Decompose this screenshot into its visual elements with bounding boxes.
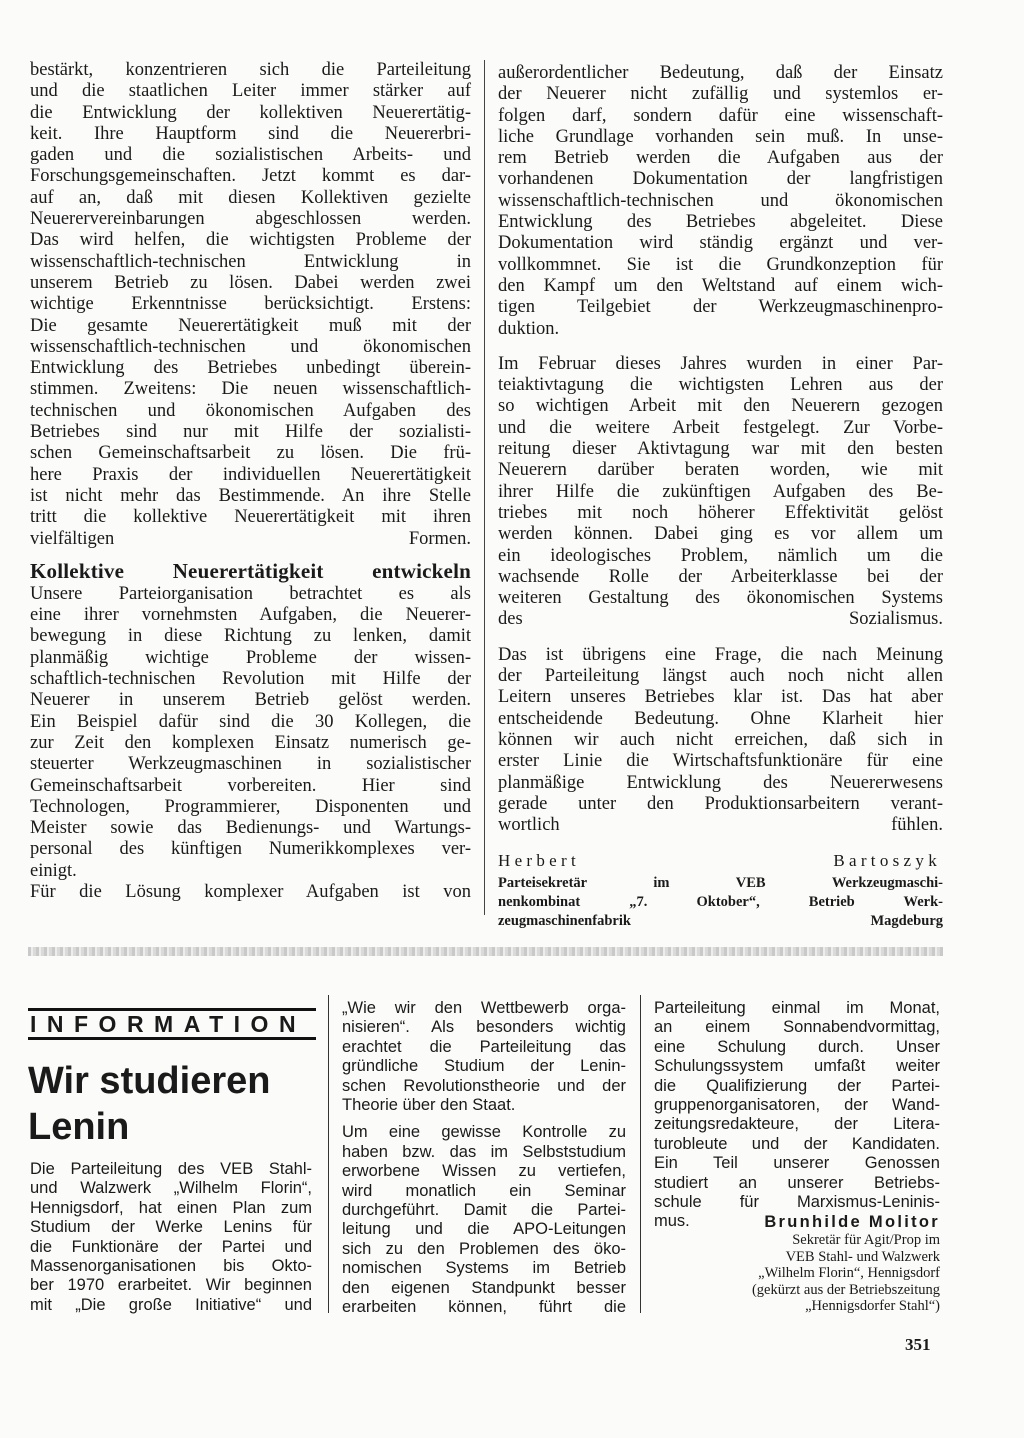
text-line: werden können. Dabei ging es vor allem um [498,524,943,545]
text-line: bewegung in diese Richtung zu lenken, damit [30,626,471,647]
text-line: nenkombinat „7. Oktober“, Betrieb Werk- [498,893,943,910]
text-line: gruppenorganisatoren, der Wand- [654,1096,940,1115]
text-line: vielfältigen Formen. [30,528,471,549]
text-line: die Entwicklung der kollektiven Neuerertätig- [30,102,471,123]
text-line: steuerter Werkzeugmaschinen in sozialistischer [30,754,471,775]
text-line: Theorie über den Staat. [342,1096,516,1115]
text-line: schen Gemeinschaftsarbeit zu lösen. Die frü- [30,443,471,464]
text-line: Gemeinschaftsarbeit vorbereiten. Hier sind [30,775,471,796]
text-line: Parteileitung einmal im Monat, [654,999,940,1017]
text-line: Meister sowie das Bedienungs- und Wartungs- [30,818,471,839]
text-line: weiteren Gestaltung des ökonomischen Systems [498,588,943,609]
text-line: wissenschaftlich-technischen und ökonomischen [498,190,943,211]
text-line: Parteisekretär im VEB Werkzeugmaschi- [498,874,943,891]
text-line: Wir studieren [28,1060,271,1102]
article1-right-column [498,63,943,931]
text-line: reitung dieser Aktivtagung war mit den besten [498,439,943,460]
article2-column-2 [342,999,626,1318]
text-line: zeugmaschinenfabrik Magdeburg [498,912,943,929]
text-line: zeitungsredakteure, der Litera- [654,1115,940,1134]
text-line: erworbene Wissen zu vertiefen, [342,1162,626,1181]
text-line: „Hennigsdorfer Stahl“) [805,1298,940,1315]
text-line: an einem Sonnabendvormittag, [654,1018,940,1037]
text-line: wird monatlich ein Seminar [342,1181,626,1200]
text-line: und die staatlichen Leiter immer stärker auf [30,81,471,102]
text-line: nomischen Systems im Betrieb [342,1259,626,1278]
text-line: nisieren“. Als besonders wichtig [342,1018,626,1037]
text-line: folgen darf, sondern dafür eine wissenschaft- [498,105,943,126]
article2-column-3 [654,999,940,1315]
text-line: Dokumentation wird ständig ergänzt und ver- [498,233,943,254]
text-line: den eigenen Standpunkt besser [342,1278,626,1297]
text-line: erachtet die Parteileitung das [342,1037,626,1056]
text-line: stimmen. Zweitens: Die neuen wissenschaftlich- [30,379,471,400]
text-line: Im Februar dieses Jahres wurden in einer Par- [498,353,943,374]
article1-paragraph-6 [498,645,943,837]
text-line: ber 1970 erarbeitet. Wir beginnen [30,1276,312,1295]
text-line: Massenorganisationen bis Okto- [30,1257,312,1276]
information-label: INFORMATION [28,1008,316,1040]
article2-paragraph-4 [654,999,940,1232]
text-line: Studium der Werke Lenins für [30,1218,312,1237]
text-line: personal des künftigen Numerikkomplexes ver- [30,839,471,860]
text-line: auf an, daß mit diesen Kollektiven gezielte [30,187,471,208]
text-line: haben bzw. das im Selbststudium [342,1142,626,1161]
column-divider [640,995,641,1313]
text-line: den Kampf um den Weltstand auf einem wich- [498,275,943,296]
text-line: liche Grundlage vorhanden sein muß. In unse- [498,126,943,147]
text-line: tritt die kollektive Neuerertätigkeit mit ihren [30,507,471,528]
text-line: studiert an unserer Betriebs- [654,1173,940,1192]
text-line: erster Linie die Wirtschaftsfunktionäre für eine [498,751,943,772]
text-line: tigen Teilgebiet der Werkzeugmaschinenpro- [498,297,943,318]
text-line: gerade unter den Produktionsarbeitern verant- [498,793,943,814]
text-line: planmäßige Entwicklung des Neuererwesens [498,772,943,793]
article2-column-1 [30,1160,312,1315]
text-line: durchgeführt. Damit die Partei- [342,1201,626,1220]
text-line: „Wilhelm Florin“, Hennigsdorf [758,1265,940,1282]
article1-paragraph-4 [498,63,943,340]
text-line: unserem Betrieb zu lösen. Dabei werden zwei [30,272,471,293]
section-separator [28,947,943,956]
author-role [498,874,943,931]
text-line: so wichtigen Arbeit mit den Neuerern gezogen [498,396,943,417]
text-line: sich zu den Problemen des öko- [342,1239,626,1258]
text-line: können wir auch nicht erreichen, daß sich in [498,729,943,750]
text-line: eine ihrer vornehmsten Aufgaben, die Neuerer- [30,605,471,626]
text-line: und Walzwerk „Wilhelm Florin“, [30,1179,312,1198]
text-line: Das wird helfen, die wichtigsten Probleme der [30,230,471,251]
text-line: planmäßig wichtige Probleme der wissen- [30,647,471,668]
text-line: duktion. [498,318,560,339]
text-line: des Sozialismus. [498,609,943,630]
text-line: Forschungsgemeinschaften. Jetzt kommt es dar- [30,166,471,187]
article1-paragraph-2 [30,584,471,882]
text-line: vollkommnet. Sie ist die Grundkonzeption für [498,254,943,275]
text-line: zur Zeit den komplexen Einsatz numerisch ge- [30,732,471,753]
text-line: Leitern unseres Betriebes klar ist. Das hat aber [498,687,943,708]
article1-left-column [30,60,471,903]
text-line: der Parteileitung längst auch noch nicht allen [498,666,943,687]
text-line: mus. [654,1212,690,1231]
text-line: die Qualifizierung der Partei- [654,1076,940,1095]
text-line: vorhandenen Dokumentation der langfristigen [498,169,943,190]
text-line: der Neuerer nicht zufällig und systemlos er- [498,84,943,105]
text-line: wortlich fühlen. [498,815,943,836]
text-line: leitung und die APO-Leitungen [342,1220,626,1239]
text-line: eine Schulung durch. Unser [654,1037,940,1056]
text-line: Neuerer in unserem Betrieb gelöst werden. [30,690,471,711]
text-line: entscheidende Bedeutung. Ohne Klarheit hier [498,708,943,729]
column-divider [328,995,329,1313]
text-line: VEB Stahl- und Walzwerk [785,1248,940,1265]
text-line: „Wie wir den Wettbewerb orga- [342,999,626,1017]
text-line: wichtige Erkenntnisse berücksichtigt. Erstens: [30,294,471,315]
text-line: mit „Die große Initiative“ und [30,1295,312,1314]
text-line: außerordentlicher Bedeutung, daß der Einsatz [498,63,943,83]
column-divider [484,60,485,915]
text-line: Die Parteileitung des VEB Stahl- [30,1160,312,1178]
text-line: Neuerervereinbarungen abgeschlossen werden. [30,209,471,230]
author-signature: Herbert Bartoszyk [498,851,941,871]
text-line: gründliche Studium der Lenin- [342,1057,626,1076]
article2-paragraph-3 [342,1123,626,1317]
text-line: rem Betrieb werden die Aufgaben aus der [498,148,943,169]
article2-paragraph-2 [342,999,626,1115]
text-line: Technologen, Programmierer, Disponenten und [30,796,471,817]
text-line: Schulungssystem umfaßt weiter [654,1057,940,1076]
text-line: (gekürzt aus der Betriebszeitung [751,1281,940,1298]
text-line: Die gesamte Neuerertätigkeit muß mit der [30,315,471,336]
text-line: ein ideologisches Problem, nämlich um die [498,545,943,566]
text-line: ihrer Hilfe die zukünftigen Aufgaben des Be- [498,481,943,502]
text-line: bestärkt, konzentrieren sich die Parteileitung [30,60,471,80]
text-line: Neuerern darüber beraten worden, wie mit [498,460,943,481]
text-line: Lenin [28,1106,130,1148]
text-line: Für die Lösung komplexer Aufgaben ist von [30,881,471,902]
text-line: triebes mit noch höherer Effektivität gelöst [498,502,943,523]
text-line: wachsende Rolle der Arbeiterklasse bei der [498,566,943,587]
text-line: Das ist übrigens eine Frage, die nach Meinung [498,644,943,665]
text-line: Um eine gewisse Kontrolle zu [342,1123,626,1142]
article1-paragraph-5 [498,354,943,631]
text-line: schaftlich-technischen Revolution mit Hilfe der [30,669,471,690]
text-line: keit. Ihre Hauptform sind die Neuererbri- [30,123,471,144]
section-heading: Kollektive Neuerertätigkeit entwickeln [30,558,471,583]
text-line: wissenschaftlich-technischen und ökonomischen [30,336,471,357]
text-line: Entwicklung des Betriebes unbedingt überein- [30,358,471,379]
author-signature: Brunhilde Molitor [764,1212,940,1231]
text-line: Entwicklung des Betriebes abgeleitet. Diese [498,212,943,233]
text-line: technischen und ökonomischen Aufgaben des [30,400,471,421]
author-role [654,1232,940,1315]
text-line: turobleute und der Kandidaten. [654,1134,940,1153]
text-line: einigt. [30,860,77,881]
text-line: ist nicht mehr das Bestimmende. An ihre Stelle [30,485,471,506]
text-line: Ein Teil unserer Genossen [654,1154,940,1173]
text-line: Hennigsdorf, hat einen Plan zum [30,1198,312,1217]
text-line: schen Revolutionstheorie und der [342,1076,626,1095]
page-number: 351 [905,1335,931,1354]
text-line: here Praxis der individuellen Neuerertätigkeit [30,464,471,485]
text-line: Sekretär für Agit/Prop im [792,1232,940,1249]
text-line: teiaktivtagung die wichtigsten Lehren aus der [498,375,943,396]
text-line: und die weitere Arbeit festgelegt. Zur Vorbe- [498,417,943,438]
text-line: gaden und die sozialistischen Arbeits- und [30,145,471,166]
text-line: Betriebes sind nur mit Hilfe der sozialisti- [30,422,471,443]
article1-paragraph-3 [30,882,471,903]
text-line: erarbeiten können, führt die [342,1298,626,1317]
text-line: schule für Marxismus-Leninis- [654,1193,940,1212]
text-line: Unsere Parteiorganisation betrachtet es als [30,583,471,604]
text-line: wissenschaftlich-technischen Entwicklung in [30,251,471,272]
text-line: die Funktionäre der Partei und [30,1237,312,1256]
article1-paragraph-1 [30,60,471,550]
article2-title [28,1058,318,1150]
text-line: Ein Beispiel dafür sind die 30 Kollegen, die [30,711,471,732]
